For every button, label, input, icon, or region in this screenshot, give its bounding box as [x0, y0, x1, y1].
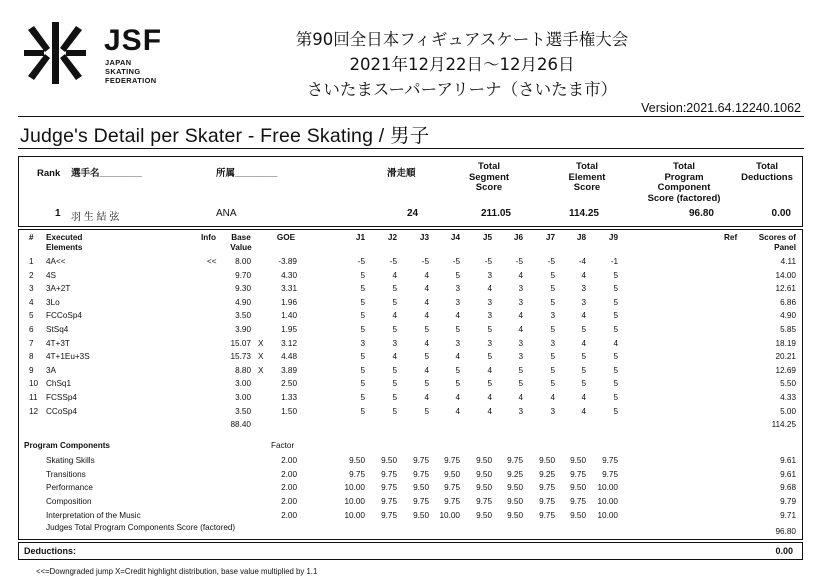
component-judge-score: 10.00	[439, 511, 460, 520]
deductions-label: Deductions:	[24, 546, 77, 556]
component-judge-score: 9.50	[413, 511, 429, 520]
element-judge-score: 4	[518, 393, 523, 402]
component-judge-score: 9.25	[507, 470, 523, 479]
element-judge-score: 4	[392, 311, 397, 320]
element-goe: 1.95	[281, 325, 297, 334]
component-judge-score: 9.75	[381, 483, 397, 492]
element-judge-score: 3	[487, 271, 492, 280]
col-judge-header-1: J1	[355, 233, 365, 242]
element-judge-score: 3	[487, 298, 492, 307]
col-panel-header-2: Panel	[774, 243, 796, 252]
element-judge-score: 5	[360, 352, 365, 361]
component-factor: 2.00	[281, 483, 297, 492]
title-divider	[18, 148, 804, 149]
component-judge-score: 10.00	[597, 511, 618, 520]
element-panel-score: 14.00	[775, 271, 796, 280]
element-base-value: 3.90	[235, 325, 251, 334]
element-code: CCoSp4	[46, 407, 77, 416]
element-judge-score: 3	[455, 298, 460, 307]
components-heading: Program Components	[24, 441, 110, 450]
col-judge-header-8: J8	[576, 233, 586, 242]
element-judge-score: 5	[392, 366, 397, 375]
component-judge-score: 9.75	[444, 456, 460, 465]
element-judge-score: 4	[424, 366, 429, 375]
component-factor: 2.00	[281, 470, 297, 479]
element-code: 4T+1Eu+3S	[46, 352, 90, 361]
component-judge-score: 10.00	[344, 511, 365, 520]
component-name: Skating Skills	[46, 456, 95, 465]
col-goe-header: GOE	[276, 233, 296, 242]
element-judge-score: 5	[487, 325, 492, 334]
element-judge-score: -5	[547, 257, 555, 266]
element-judge-score: -5	[484, 257, 492, 266]
element-code: 4S	[46, 271, 57, 280]
element-judge-score: 5	[455, 271, 460, 280]
component-name: Transitions	[46, 470, 86, 479]
element-judge-score: 4	[518, 311, 523, 320]
element-judge-score: 5	[550, 284, 555, 293]
element-bonus-mark: X	[258, 352, 264, 361]
element-goe: 2.50	[281, 379, 297, 388]
element-judge-score: 4	[487, 407, 492, 416]
element-base-value: 9.30	[235, 284, 251, 293]
org-line-2: SKATING	[105, 67, 141, 76]
element-judge-score: 5	[550, 325, 555, 334]
element-base-value: 3.00	[235, 393, 251, 402]
element-judge-score: 3	[518, 352, 523, 361]
element-judge-score: 5	[455, 325, 460, 334]
element-panel-score: 12.69	[775, 366, 796, 375]
element-judge-score: 5	[613, 352, 618, 361]
component-judge-score: 9.75	[381, 470, 397, 479]
element-panel-score: 5.85	[780, 325, 796, 334]
element-judge-score: 5	[581, 352, 586, 361]
event-dates: 2021年12月22日～12月26日	[349, 55, 575, 74]
element-judge-score: 4	[424, 311, 429, 320]
element-judge-score: 5	[360, 284, 365, 293]
element-code: 4A<<	[46, 257, 66, 266]
event-venue: さいたまスーパーアリーナ（さいたま市）	[306, 80, 618, 99]
col-judge-header-6: J6	[513, 233, 523, 242]
component-judge-score: 9.75	[444, 497, 460, 506]
element-judge-score: 4	[424, 339, 429, 348]
element-judge-score: 3	[518, 407, 523, 416]
component-panel-score: 9.71	[780, 511, 796, 520]
element-judge-score: 5	[613, 271, 618, 280]
element-judge-score: 4	[487, 284, 492, 293]
component-judge-score: 9.50	[381, 456, 397, 465]
club-label: 所属________	[216, 168, 278, 179]
element-judge-score: 5	[613, 366, 618, 375]
col-panel-header: Scores of	[758, 233, 796, 242]
element-base-value: 15.07	[230, 339, 251, 348]
component-panel-score: 9.79	[780, 497, 796, 506]
element-judge-score: -5	[389, 257, 397, 266]
component-judge-score: 9.75	[381, 497, 397, 506]
element-panel-score: 4.90	[780, 311, 796, 320]
element-judge-score: 3	[487, 311, 492, 320]
judges-detail-table	[18, 229, 803, 540]
element-code: 3A	[46, 366, 57, 375]
element-judge-score: 5	[360, 271, 365, 280]
element-judge-score: 5	[487, 352, 492, 361]
element-row-num: 5	[29, 311, 34, 320]
component-name: Interpretation of the Music	[46, 511, 141, 520]
element-judge-score: 4	[613, 339, 618, 348]
element-goe: 3.31	[281, 284, 297, 293]
col-info-header: Info	[201, 233, 217, 242]
jsf-snowflake-icon	[22, 20, 88, 86]
element-goe: 4.48	[281, 352, 297, 361]
element-row-num: 3	[29, 284, 34, 293]
component-judge-score: 9.50	[570, 456, 586, 465]
skater-name: 羽 生 結 弦	[71, 212, 120, 223]
component-name: Composition	[46, 497, 92, 506]
element-judge-score: 4	[455, 407, 460, 416]
component-judge-score: 9.50	[539, 456, 555, 465]
element-judge-score: 5	[550, 379, 555, 388]
element-goe: 1.33	[281, 393, 297, 402]
component-judge-score: 9.50	[349, 456, 365, 465]
component-judge-score: 9.50	[476, 456, 492, 465]
component-judge-score: 9.75	[602, 470, 618, 479]
pcs-label: Total Program Component Score (factored)	[647, 161, 721, 204]
component-judge-score: 9.50	[507, 483, 523, 492]
element-panel-score: 5.00	[780, 407, 796, 416]
element-judge-score: 5	[455, 379, 460, 388]
element-judge-score: 4	[581, 407, 586, 416]
element-judge-score: 5	[360, 407, 365, 416]
component-judge-score: 9.75	[476, 497, 492, 506]
component-judge-score: 9.75	[349, 470, 365, 479]
element-judge-score: 5	[360, 325, 365, 334]
element-judge-score: 5	[424, 407, 429, 416]
component-panel-score: 9.61	[780, 470, 796, 479]
element-judge-score: 3	[581, 284, 586, 293]
element-judge-score: 5	[424, 352, 429, 361]
col-elements-header-2: Elements	[46, 243, 83, 252]
component-judge-score: 9.75	[570, 470, 586, 479]
col-judge-header-3: J3	[419, 233, 429, 242]
element-judge-score: 3	[487, 339, 492, 348]
element-judge-score: 4	[424, 393, 429, 402]
element-judge-score: 5	[550, 366, 555, 375]
element-judge-score: -5	[515, 257, 523, 266]
skater-order: 24	[407, 208, 419, 219]
element-judge-score: 3	[550, 407, 555, 416]
order-label: 滑走順	[387, 168, 416, 179]
skater-rank: 1	[55, 208, 61, 219]
element-info: <<	[207, 257, 217, 266]
elements-panel-total: 114.25	[771, 420, 796, 429]
component-judge-score: 9.50	[507, 511, 523, 520]
element-code: StSq4	[46, 325, 69, 334]
element-goe: 3.89	[281, 366, 297, 375]
deductions-box	[18, 542, 803, 560]
report-title: Judge's Detail per Skater - Free Skating / 男子	[20, 125, 430, 147]
component-name: Performance	[46, 483, 93, 492]
element-judge-score: 4	[487, 393, 492, 402]
col-judge-header-2: J2	[387, 233, 397, 242]
element-row-num: 2	[29, 271, 34, 280]
element-judge-score: 5	[360, 311, 365, 320]
element-row-num: 8	[29, 352, 34, 361]
component-judge-score: 9.50	[476, 511, 492, 520]
component-judge-score: 9.75	[539, 483, 555, 492]
element-judge-score: 5	[392, 393, 397, 402]
element-judge-score: 5	[487, 379, 492, 388]
element-judge-score: 3	[550, 339, 555, 348]
element-judge-score: 5	[518, 366, 523, 375]
component-panel-score: 9.68	[780, 483, 796, 492]
element-panel-score: 12.61	[775, 284, 796, 293]
element-judge-score: 4	[581, 311, 586, 320]
element-judge-score: 4	[455, 352, 460, 361]
component-judge-score: 10.00	[597, 483, 618, 492]
element-judge-score: 4	[518, 325, 523, 334]
component-judge-score: 9.50	[476, 470, 492, 479]
element-row-num: 4	[29, 298, 34, 307]
element-judge-score: 5	[581, 325, 586, 334]
component-judge-score: 9.50	[476, 483, 492, 492]
col-base-header-2: Value	[230, 243, 252, 252]
element-row-num: 10	[29, 379, 39, 388]
component-judge-score: 9.75	[413, 470, 429, 479]
element-goe: 4.30	[281, 271, 297, 280]
element-base-value: 3.00	[235, 379, 251, 388]
element-code: 3Lo	[46, 298, 60, 307]
elements-base-total: 88.40	[230, 420, 251, 429]
element-base-value: 8.80	[235, 366, 251, 375]
element-panel-score: 4.33	[780, 393, 796, 402]
element-judge-score: 4	[581, 271, 586, 280]
component-factor: 2.00	[281, 497, 297, 506]
element-judge-score: 3	[518, 298, 523, 307]
element-judge-score: -5	[421, 257, 429, 266]
component-judge-score: 9.75	[602, 456, 618, 465]
element-judge-score: -5	[452, 257, 460, 266]
deductions-value: 0.00	[775, 546, 793, 556]
element-base-value: 15.73	[230, 352, 251, 361]
element-goe: 1.96	[281, 298, 297, 307]
element-judge-score: 5	[613, 325, 618, 334]
element-judge-score: 5	[360, 393, 365, 402]
name-label: 選手名________	[71, 168, 142, 179]
col-elements-header: Executed	[46, 233, 83, 242]
element-judge-score: 5	[581, 366, 586, 375]
element-judge-score: 4	[424, 298, 429, 307]
element-judge-score: 5	[581, 379, 586, 388]
ded-label: Total Deductions	[741, 161, 793, 183]
element-judge-score: 4	[581, 339, 586, 348]
element-judge-score: 5	[613, 379, 618, 388]
element-judge-score: 5	[360, 366, 365, 375]
element-judge-score: 4	[455, 311, 460, 320]
element-code: ChSq1	[46, 379, 72, 388]
element-row-num: 1	[29, 257, 34, 266]
element-row-num: 12	[29, 407, 39, 416]
col-base-header: Base	[231, 233, 251, 242]
element-base-value: 8.00	[235, 257, 251, 266]
element-judge-score: 4	[550, 393, 555, 402]
element-judge-score: 5	[392, 407, 397, 416]
component-judge-score: 9.75	[444, 483, 460, 492]
element-judge-score: 5	[424, 325, 429, 334]
element-judge-score: 4	[392, 271, 397, 280]
element-judge-score: 3	[518, 339, 523, 348]
components-factor-header: Factor	[271, 441, 295, 450]
element-goe: 1.50	[281, 407, 297, 416]
element-bonus-mark: X	[258, 366, 264, 375]
col-num-header: #	[29, 233, 34, 242]
element-panel-score: 20.21	[775, 352, 796, 361]
component-judge-score: 10.00	[344, 497, 365, 506]
element-row-num: 11	[29, 393, 38, 402]
component-judge-score: 9.75	[413, 497, 429, 506]
skater-tes: 114.25	[568, 208, 599, 219]
element-code: FCSSp4	[46, 393, 77, 402]
element-judge-score: 5	[360, 298, 365, 307]
element-judge-score: 5	[424, 379, 429, 388]
element-judge-score: 5	[392, 298, 397, 307]
col-judge-header-7: J7	[545, 233, 555, 242]
org-abbr: JSF	[104, 24, 163, 57]
element-code: 3A+2T	[46, 284, 71, 293]
component-judge-score: 9.75	[539, 497, 555, 506]
element-judge-score: -5	[357, 257, 365, 266]
element-code: FCCoSp4	[46, 311, 82, 320]
org-line-3: FEDERATION	[105, 76, 157, 85]
col-ref-header: Ref	[724, 233, 738, 242]
element-judge-score: 5	[360, 379, 365, 388]
col-judge-header-5: J5	[482, 233, 492, 242]
component-judge-score: 9.50	[570, 511, 586, 520]
element-panel-score: 4.11	[780, 257, 796, 266]
element-panel-score: 5.50	[780, 379, 796, 388]
component-judge-score: 9.75	[570, 497, 586, 506]
element-judge-score: 5	[613, 311, 618, 320]
element-bonus-mark: X	[258, 339, 264, 348]
element-judge-score: 5	[392, 325, 397, 334]
element-row-num: 6	[29, 325, 34, 334]
element-goe: 3.12	[281, 339, 297, 348]
component-judge-score: 9.75	[413, 456, 429, 465]
element-judge-score: 4	[392, 352, 397, 361]
event-name: 第90回全日本フィギュアスケート選手権大会	[295, 30, 629, 49]
element-judge-score: 5	[392, 379, 397, 388]
element-base-value: 4.90	[235, 298, 251, 307]
tss-label: Total Segment Score	[468, 161, 510, 193]
component-judge-score: 9.50	[507, 497, 523, 506]
component-factor: 2.00	[281, 456, 297, 465]
element-judge-score: 5	[518, 379, 523, 388]
skater-ded: 0.00	[771, 208, 791, 219]
element-panel-score: 6.86	[780, 298, 796, 307]
element-judge-score: 3	[392, 339, 397, 348]
component-judge-score: 9.50	[444, 470, 460, 479]
element-judge-score: 5	[613, 298, 618, 307]
skater-pcs: 96.80	[688, 208, 714, 219]
element-judge-score: 3	[455, 284, 460, 293]
element-row-num: 9	[29, 366, 34, 375]
rank-label: Rank	[37, 168, 61, 179]
element-base-value: 3.50	[235, 407, 251, 416]
element-judge-score: 3	[581, 298, 586, 307]
element-judge-score: 5	[392, 284, 397, 293]
skater-tss: 211.05	[480, 208, 511, 219]
element-judge-score: 3	[360, 339, 365, 348]
element-code: 4T+3T	[46, 339, 70, 348]
legend-footnote: <<=Downgraded jump X=Credit highlight distribution, base value multiplied by 1.1	[36, 567, 318, 576]
element-judge-score: 3	[550, 311, 555, 320]
element-judge-score: 5	[550, 271, 555, 280]
org-line-1: JAPAN	[105, 58, 132, 67]
element-judge-score: 3	[518, 284, 523, 293]
element-panel-score: 18.19	[775, 339, 796, 348]
components-total-value: 96.80	[775, 527, 796, 536]
element-judge-score: 3	[455, 339, 460, 348]
element-judge-score: 5	[613, 407, 618, 416]
tes-label: Total Element Score	[568, 161, 606, 193]
component-factor: 2.00	[281, 511, 297, 520]
element-goe: -3.89	[278, 257, 297, 266]
element-judge-score: 4	[424, 284, 429, 293]
component-judge-score: 9.75	[507, 456, 523, 465]
element-judge-score: 4	[518, 271, 523, 280]
component-judge-score: 9.75	[539, 511, 555, 520]
element-judge-score: -1	[610, 257, 618, 266]
element-judge-score: 5	[455, 366, 460, 375]
component-judge-score: 10.00	[344, 483, 365, 492]
component-judge-score: 9.75	[381, 511, 397, 520]
element-judge-score: 5	[550, 352, 555, 361]
element-judge-score: 4	[581, 393, 586, 402]
element-judge-score: 5	[613, 284, 618, 293]
version-text: Version:2021.64.12240.1062	[641, 101, 801, 115]
element-base-value: 3.50	[235, 311, 251, 320]
component-judge-score: 9.25	[539, 470, 555, 479]
element-goe: 1.40	[281, 311, 297, 320]
component-judge-score: 9.50	[413, 483, 429, 492]
element-row-num: 7	[29, 339, 34, 348]
element-judge-score: 4	[487, 366, 492, 375]
element-base-value: 9.70	[235, 271, 251, 280]
components-total-label: Judges Total Program Components Score (factored)	[46, 523, 236, 532]
component-panel-score: 9.61	[780, 456, 796, 465]
skater-summary	[18, 156, 803, 227]
component-judge-score: 9.50	[570, 483, 586, 492]
component-judge-score: 10.00	[597, 497, 618, 506]
skater-club: ANA	[216, 208, 237, 219]
header-divider	[18, 116, 804, 117]
col-judge-header-9: J9	[608, 233, 618, 242]
col-judge-header-4: J4	[450, 233, 460, 242]
element-judge-score: 5	[613, 393, 618, 402]
element-judge-score: -4	[578, 257, 586, 266]
element-judge-score: 5	[550, 298, 555, 307]
element-judge-score: 4	[424, 271, 429, 280]
element-judge-score: 4	[455, 393, 460, 402]
